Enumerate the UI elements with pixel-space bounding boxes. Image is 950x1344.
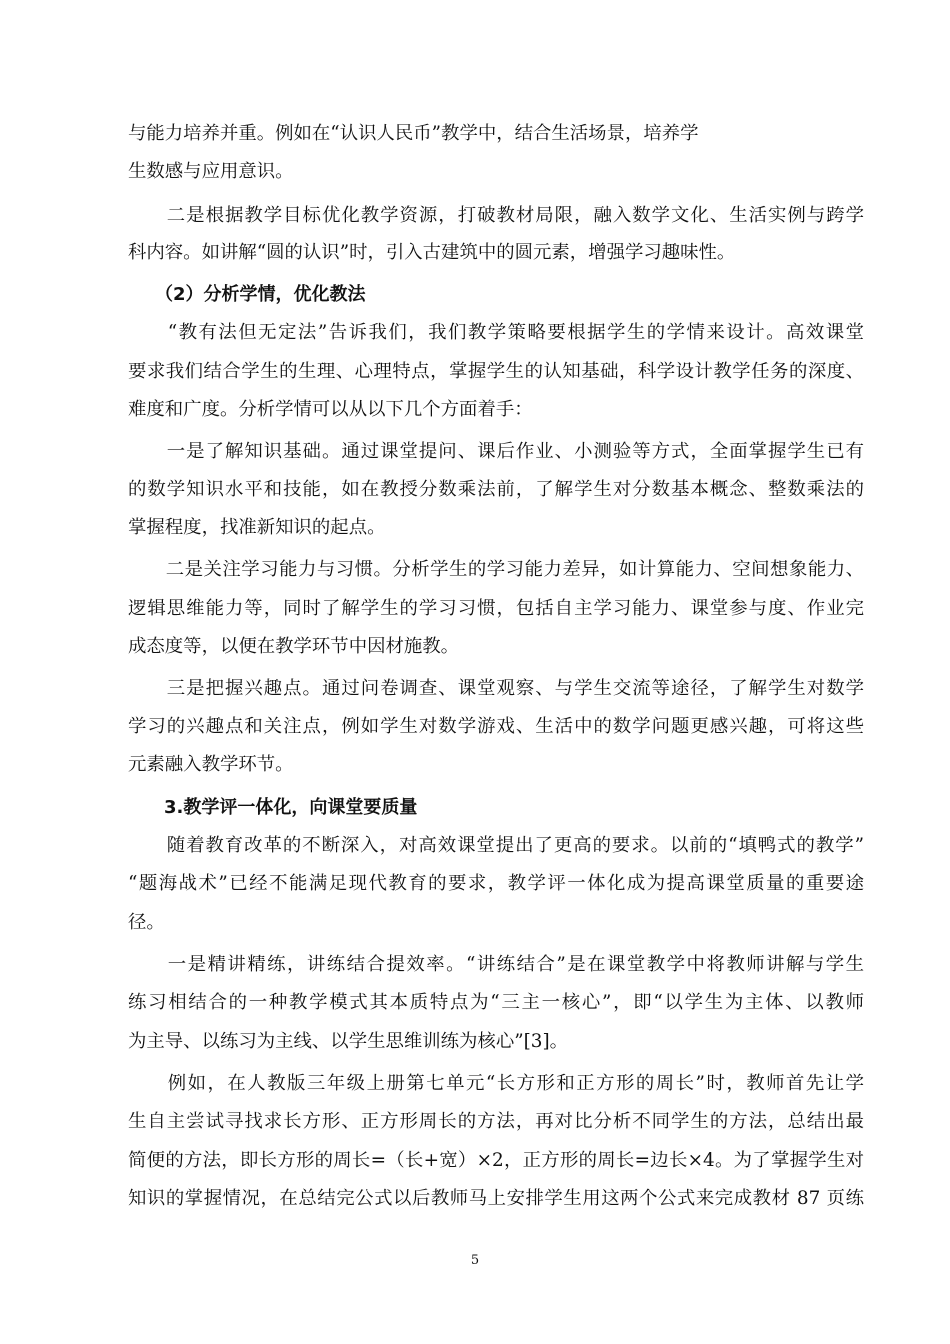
paragraph-line: “题海战术”已经不能满足现代教育的要求，教学评一体化成为提高课堂质量的重要途 (128, 873, 864, 894)
paragraph-line: 与能力培养并重。例如在“认识人民币”教学中，结合生活场景，培养学 (128, 123, 699, 144)
section-heading: （2）分析学情，优化教法 (128, 284, 366, 305)
paragraph-line: 二是关注学习能力与习惯。分析学生的学习能力差异，如计算能力、空间想象能力、 (128, 559, 864, 580)
paragraph-line: 知识的掌握情况，在总结完公式以后教师马上安排学生用这两个公式来完成教材 87 页练 (128, 1188, 864, 1209)
paragraph-line: 径。 (128, 912, 165, 933)
paragraph-line: 随着教育改革的不断深入，对高效课堂提出了更高的要求。以前的“填鸭式的教学” (128, 835, 864, 856)
paragraph-line: 一是了解知识基础。通过课堂提问、课后作业、小测验等方式，全面掌握学生已有 (128, 441, 864, 462)
paragraph-line: 一是精讲精练，讲练结合提效率。“讲练结合”是在课堂教学中将教师讲解与学生 (128, 954, 864, 975)
paragraph-line: 逻辑思维能力等，同时了解学生的学习习惯，包括自主学习能力、课堂参与度、作业完 (128, 598, 864, 619)
paragraph-line: 科内容。如讲解“圆的认识”时，引入古建筑中的圆元素，增强学习趣味性。 (128, 242, 736, 263)
paragraph-line: 三是把握兴趣点。通过问卷调查、课堂观察、与学生交流等途径，了解学生对数学 (128, 678, 864, 699)
paragraph-line: 学习的兴趣点和关注点，例如学生对数学游戏、生活中的数学问题更感兴趣，可将这些 (128, 716, 864, 737)
paragraph-line: 例如，在人教版三年级上册第七单元“长方形和正方形的周长”时，教师首先让学 (128, 1073, 864, 1094)
paragraph-line: 生数感与应用意识。 (128, 161, 294, 182)
paragraph-line: 难度和广度。分析学情可以从以下几个方面着手： (128, 399, 533, 420)
paragraph-line: 二是根据教学目标优化教学资源，打破教材局限，融入数学文化、生活实例与跨学 (128, 205, 864, 226)
paragraph-line: 简便的方法，即长方形的周长=（长+宽）×2，正方形的周长=边长×4。为了掌握学生对 (128, 1150, 864, 1171)
paragraph-line: 成态度等，以便在教学环节中因材施教。 (128, 636, 460, 657)
paragraph-line: 练习相结合的一种教学模式其本质特点为“三主一核心”，即“以学生为主体、以教师 (128, 992, 864, 1013)
paragraph-line: 的数学知识水平和技能，如在教授分数乘法前，了解学生对分数基本概念、整数乘法的 (128, 479, 864, 500)
section-heading: 3.教学评一体化，向课堂要质量 (128, 797, 418, 818)
page-number: 5 (470, 1253, 480, 1268)
paragraph-line: “教有法但无定法”告诉我们，我们教学策略要根据学生的学情来设计。高效课堂 (128, 322, 864, 343)
paragraph-line: 生自主尝试寻找求长方形、正方形周长的方法，再对比分析不同学生的方法，总结出最 (128, 1111, 864, 1132)
paragraph-line: 要求我们结合学生的生理、心理特点，掌握学生的认知基础，科学设计教学任务的深度、 (128, 361, 864, 382)
paragraph-line: 掌握程度，找准新知识的起点。 (128, 517, 386, 538)
paragraph-line: 元素融入教学环节。 (128, 754, 294, 775)
paragraph-line: 为主导、以练习为主线、以学生思维训练为核心”[3]。 (128, 1031, 569, 1052)
